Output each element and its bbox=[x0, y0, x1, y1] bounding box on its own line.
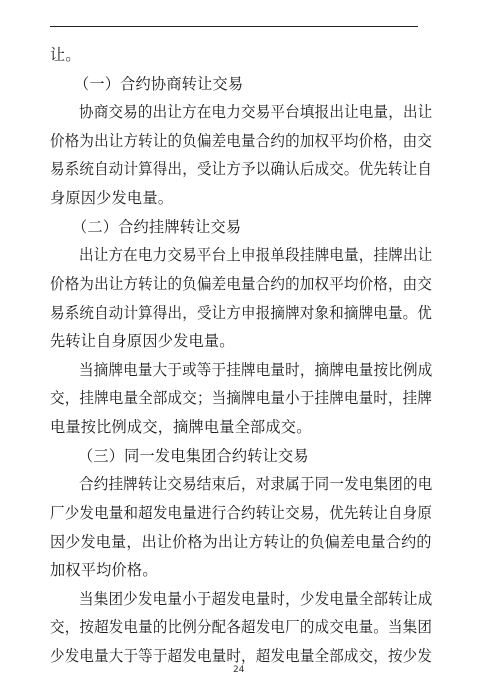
text-line: 身原因少发电量。 bbox=[50, 189, 174, 207]
text-line: 因少发电量，出让价格为出让方转让的负偏差电量合约的 bbox=[50, 533, 432, 551]
text-line: 电量按比例成交，摘牌电量全部成交。 bbox=[50, 418, 312, 436]
text-line: 交，挂牌电量全部成交；当摘牌电量小于挂牌电量时，挂牌 bbox=[50, 389, 433, 407]
text-line: 价格为出让方转让的负偏差电量合约的加权平均价格，由交 bbox=[50, 132, 433, 150]
section-heading: （三）同一发电集团合约转让交易 bbox=[78, 447, 309, 465]
text-line: 交，按超发电量的比例分配各超发电厂的成交电量。当集团 bbox=[50, 618, 433, 636]
text-line: 少发电量大于等于超发电量时，超发电量全部成交，按少发 bbox=[50, 647, 433, 665]
text-line: 合约挂牌转让交易结束后，对隶属于同一发电集团的电 bbox=[79, 475, 433, 493]
text-line: 价格为出让方转让的负偏差电量合约的加权平均价格，由交 bbox=[50, 275, 433, 293]
text-line: 协商交易的出让方在电力交易平台填报出让电量，出让 bbox=[79, 103, 433, 121]
text-line: 当摘牌电量大于或等于挂牌电量时，摘牌电量按比例成 bbox=[79, 361, 433, 379]
text-line: 先转让自身原因少发电量。 bbox=[50, 332, 235, 350]
text-line: 当集团少发电量小于超发电量时，少发电量全部转让成 bbox=[79, 590, 433, 608]
text-line: 厂少发电量和超发电量进行合约转让交易，优先转让自身原 bbox=[50, 504, 433, 522]
text-line: 加权平均价格。 bbox=[50, 561, 158, 579]
section-heading: （一）合约协商转让交易 bbox=[74, 75, 244, 93]
text-line: 让。 bbox=[50, 46, 81, 64]
page-number: 24 bbox=[233, 665, 245, 675]
header-rule bbox=[50, 26, 418, 27]
text-line: 易系统自动计算得出，受让方申报摘牌对象和摘牌电量。优 bbox=[50, 304, 433, 322]
section-heading: （二）合约挂牌转让交易 bbox=[72, 218, 242, 236]
text-line: 出让方在电力交易平台上申报单段挂牌电量，挂牌出让 bbox=[79, 246, 433, 264]
text-line: 易系统自动计算得出，受让方予以确认后成交。优先转让自 bbox=[50, 160, 433, 178]
